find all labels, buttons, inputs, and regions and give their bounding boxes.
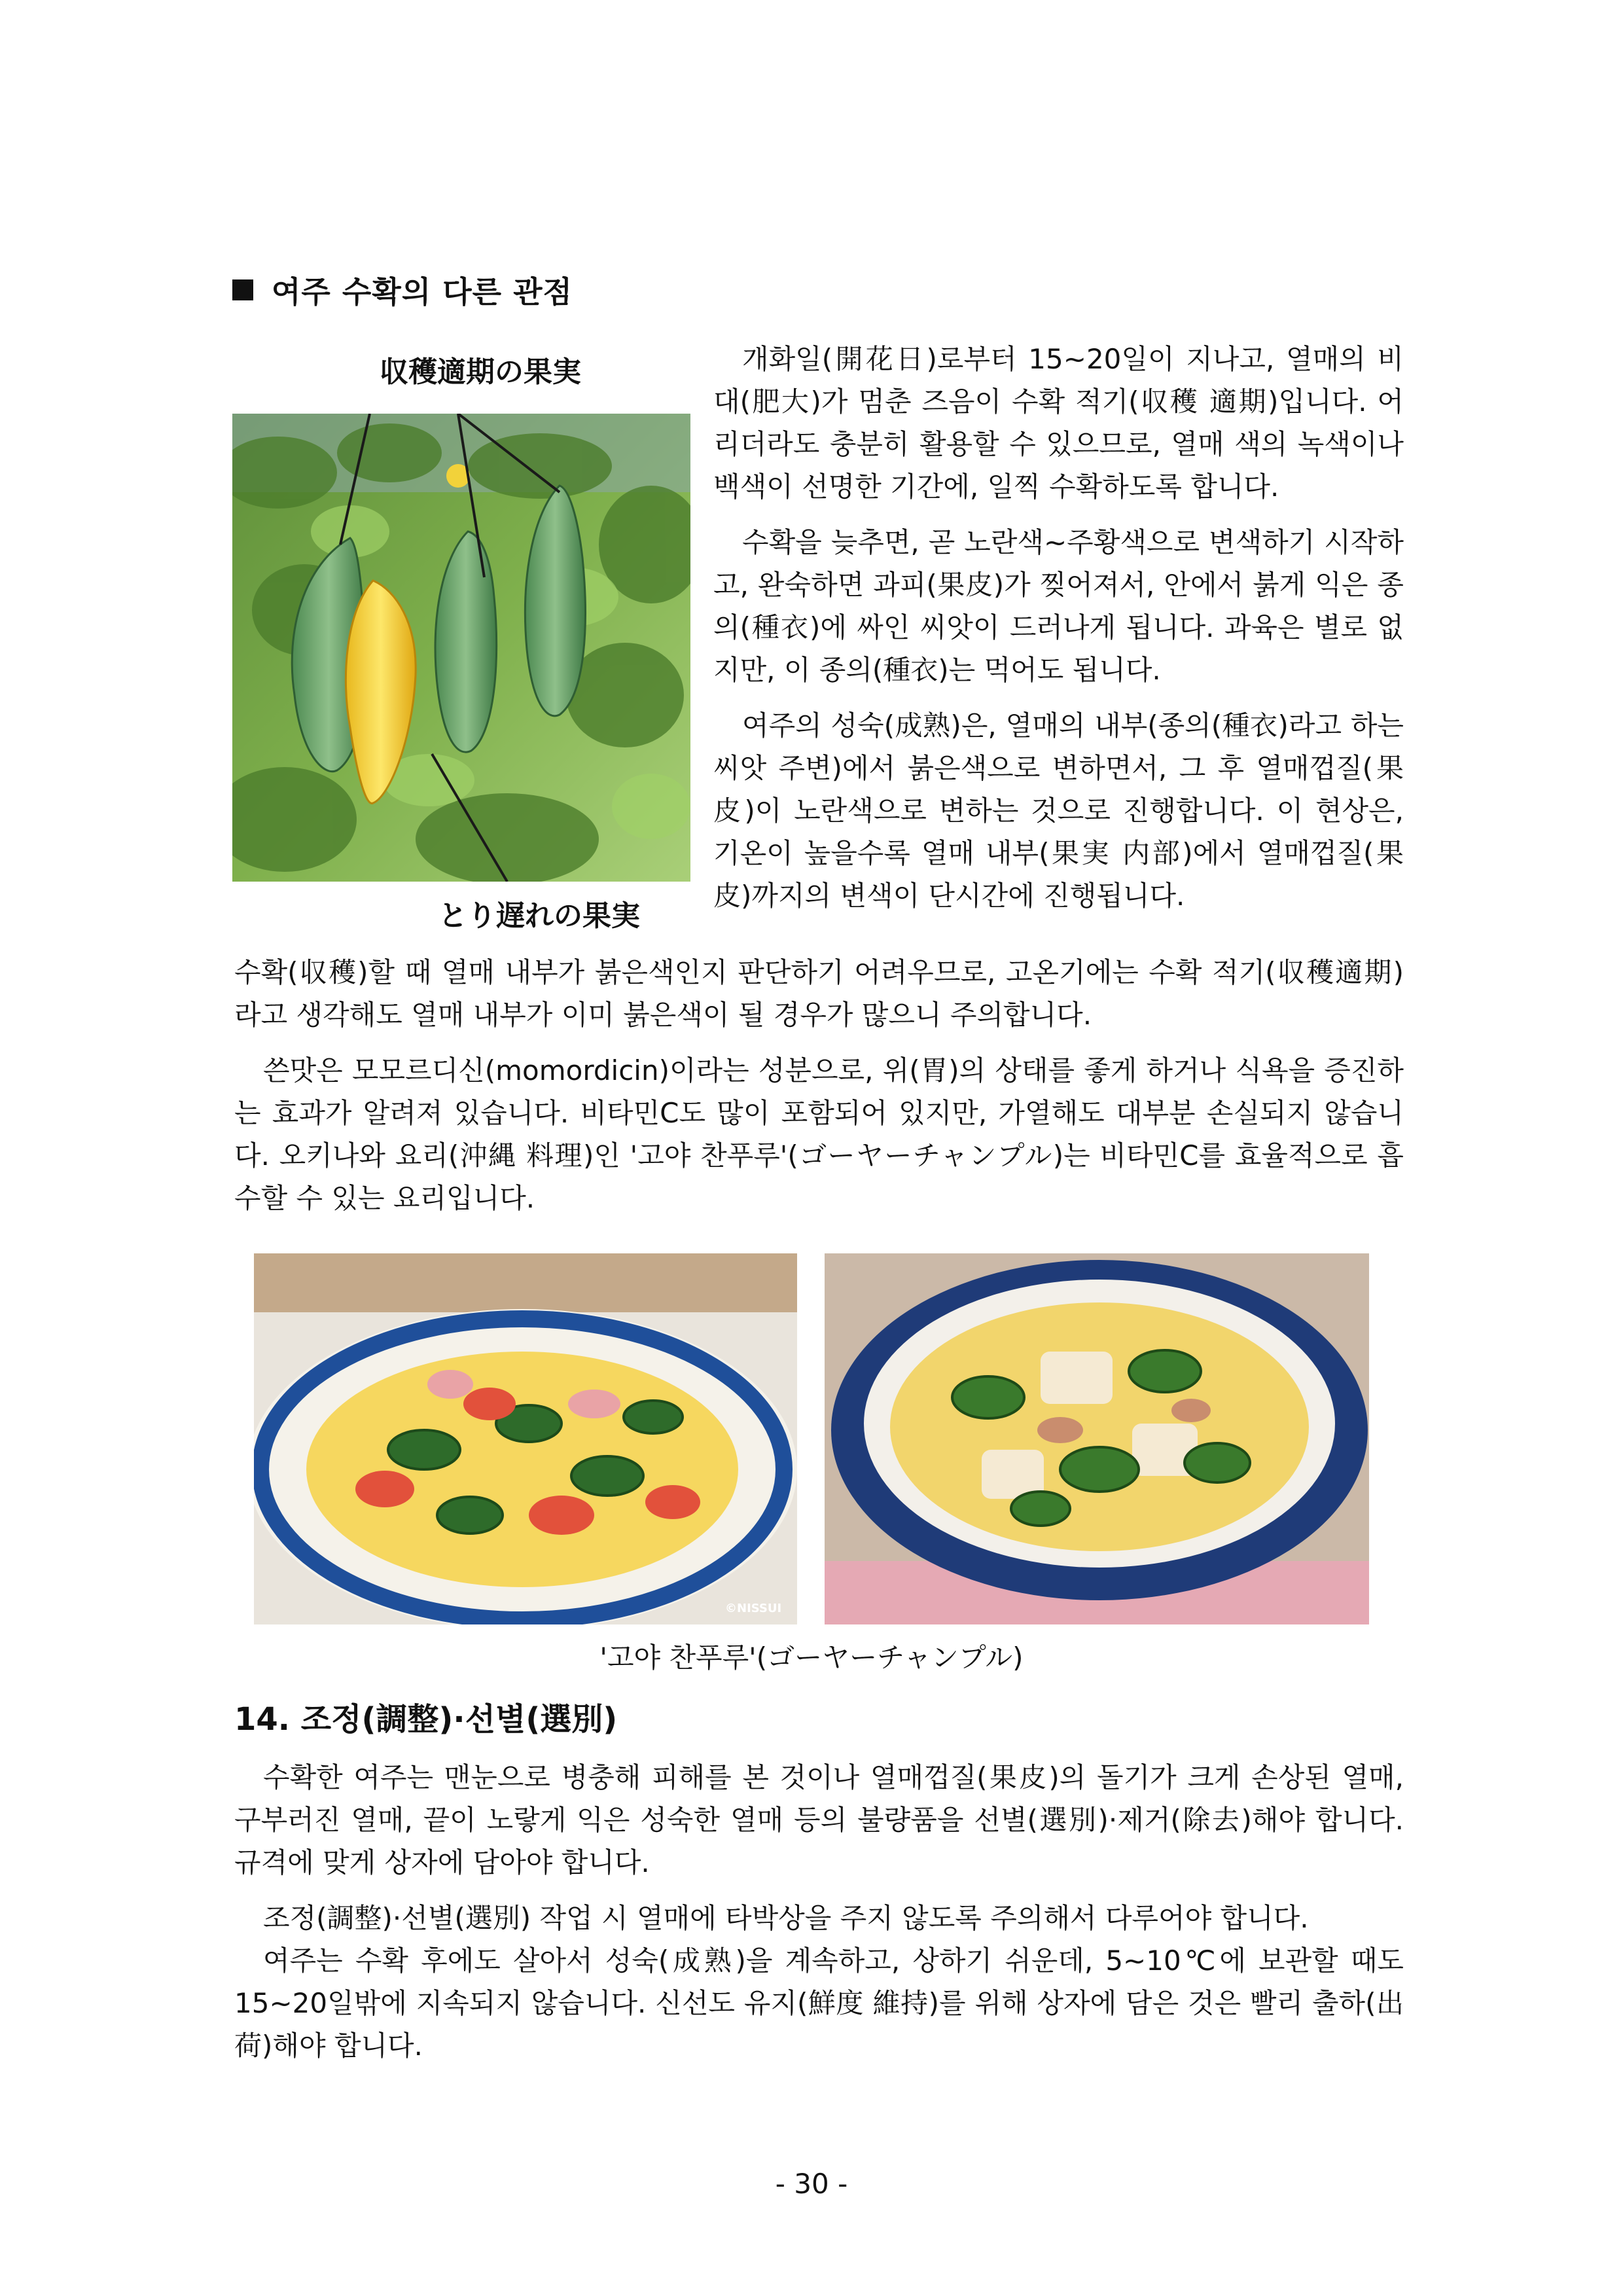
body-text-upper: [234, 951, 1404, 1219]
right-column: [713, 338, 1404, 917]
goya-champuru-photo-right: [825, 1253, 1369, 1624]
paragraph: 여주의 성숙(成熟)은, 열매의 내부(종의(種衣)라고 하는 씨앗 주변)에서 붉은색으로 변하면서, 그 후 열매껍질(果皮)이 노란색으로 변하는 것으로 진행합니다. 이 현상은, 기온이 높을수록 열매 내부(果実 内部)에서 열매껍질(果皮)까지의 변색이 단시간에 진행됩니다.: [713, 709, 1404, 912]
paragraph: 쓴맛은 모모르디신(momordicin)이라는 성분으로, 위(胃)의 상태를 좋게 하거나 식욕을 증진하는 효과가 알려져 있습니다. 비타민C도 많이 포함되어 있지만, 가열해도 대부분 손실되지 않습니다. 오키나와 요리(沖縄 料理)인 '고야 찬푸루'(ゴーヤーチャンプル)는 비타민C를 효율적으로 흡수할 수 있는 요리입니다.: [234, 1054, 1404, 1214]
square-bullet-icon: [232, 279, 253, 300]
food-photo-caption: '고야 찬푸루'(ゴーヤーチャンプル): [599, 1641, 1024, 1674]
copyright-watermark: ©NISSUI: [725, 1602, 782, 1615]
paragraph: 개화일(開花日)로부터 15~20일이 지나고, 열매의 비대(肥大)가 멈춘 즈음이 수확 적기(収穫 適期)입니다. 어리더라도 충분히 활용할 수 있으므로, 열매 색의 녹색이나 백색이 선명한 기간에, 일찍 수확하도록 합니다.: [713, 343, 1404, 503]
chapter-heading: 14. 조정(調整)·선별(選別): [234, 1701, 618, 1738]
section-heading-text: 여주 수확의 다른 관점: [272, 274, 573, 310]
page-number: - 30 -: [775, 2168, 848, 2200]
paragraph: 수확(収穫)할 때 열매 내부가 붉은색인지 판단하기 어려우므로, 고온기에는 수확 적기(収穫適期)라고 생각해도 열매 내부가 이미 붉은색이 될 경우가 많으니 주의합니다.: [234, 956, 1404, 1031]
chapter-body: [234, 1756, 1404, 2067]
paragraph: 조정(調整)·선별(選別) 작업 시 열매에 타박상을 주지 않도록 주의해서 다루어야 합니다.: [263, 1902, 1309, 1934]
figure-label-harvest-time: 収穫適期の果実: [380, 355, 581, 389]
paragraph: 수확한 여주는 맨눈으로 병충해 피해를 본 것이나 열매껍질(果皮)의 돌기가 크게 손상된 열매, 구부러진 열매, 끝이 노랗게 익은 성숙한 열매 등의 불량품을 선별(選別)·제거(除去)해야 합니다. 규격에 맞게 상자에 담아야 합니다.: [234, 1761, 1404, 1878]
goya-champuru-photo-left: [254, 1253, 797, 1624]
figure-label-overripe: とり遅れの果実: [438, 899, 640, 933]
bitter-gourd-figure: [229, 340, 694, 952]
paragraph: 여주는 수확 후에도 살아서 성숙(成熟)을 계속하고, 상하기 쉬운데, 5~10℃에 보관할 때도 15~20일밖에 지속되지 않습니다. 신선도 유지(鮮度 維持)를 위해 상자에 담은 것은 빨리 출하(出荷)해야 합니다.: [234, 1945, 1404, 2062]
section-heading: [232, 268, 573, 312]
bitter-gourd-photo: [232, 414, 690, 882]
paragraph: 수확을 늦추면, 곧 노란색~주황색으로 변색하기 시작하고, 완숙하면 과피(果皮)가 찢어져서, 안에서 붉게 익은 종의(種衣)에 싸인 씨앗이 드러나게 됩니다. 과육은 별로 없지만, 이 종의(種衣)는 먹어도 됩니다.: [713, 526, 1404, 686]
